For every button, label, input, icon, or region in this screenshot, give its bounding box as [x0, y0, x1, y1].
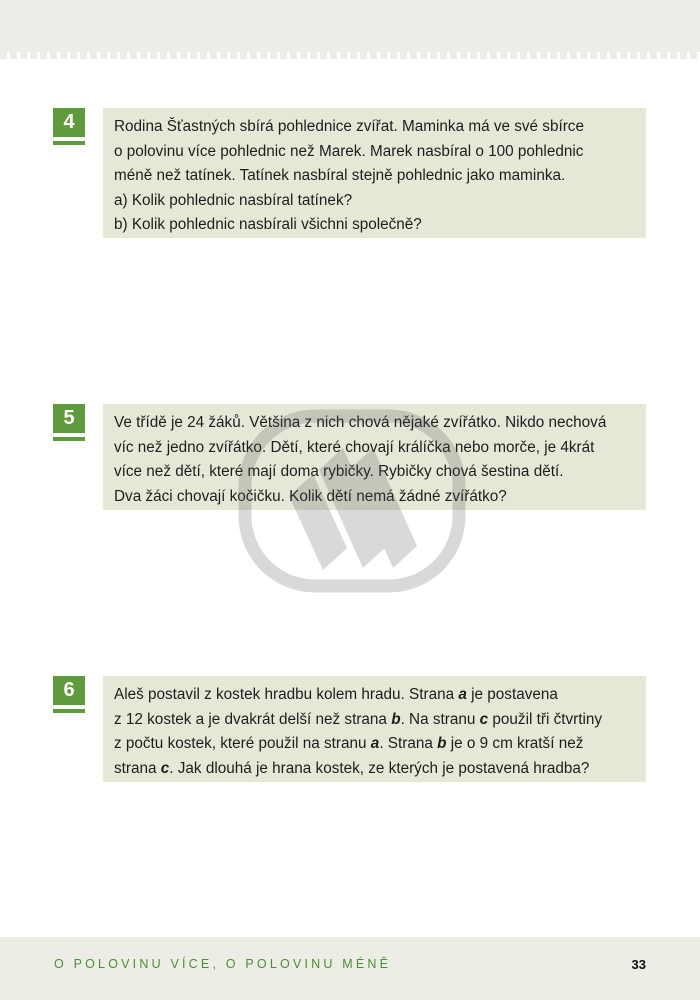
task-line: víc než jedno zvířátko. Dětí, které chovají králíčka nebo morče, je 4krát: [114, 438, 595, 456]
task-line: Rodina Šťastných sbírá pohlednice zvířat. Maminka má ve své sbírce: [114, 118, 584, 135]
page-footer: [0, 937, 700, 1000]
task-number-underline: [53, 709, 85, 713]
task-line: z počtu kostek, které použil na stranu a. Strana b je o 9 cm kratší než: [114, 735, 584, 753]
task-text-box: [103, 404, 646, 510]
task-line: Dva žáci chovají kočičku. Kolik dětí nemá žádné zvířátko?: [114, 487, 507, 505]
task-line: a) Kolik pohlednic nasbíral tatínek?: [114, 191, 353, 209]
task-number: 4: [53, 108, 85, 137]
task-line: z 12 kostek a je dvakrát delší než strana b. Na stranu c použil tři čtvrtiny: [114, 710, 603, 728]
task-text-box: [103, 676, 646, 782]
variable-label: c: [160, 759, 170, 777]
variable-label: b: [391, 710, 401, 728]
task-line: Ve třídě je 24 žáků. Většina z nich chová nějaké zvířátko. Nikdo nechová: [114, 414, 607, 431]
task-number-underline: [53, 141, 85, 145]
variable-label: a: [458, 686, 467, 703]
task-line: více než dětí, které mají doma rybičky. Rybičky chová šestina dětí.: [114, 463, 564, 481]
top-dashed-border: [0, 52, 700, 59]
task-line: méně než tatínek. Tatínek nasbíral stejně pohlednic jako maminka.: [114, 167, 566, 185]
variable-label: b: [437, 735, 447, 753]
top-band: [0, 0, 700, 58]
variable-label: c: [479, 710, 489, 728]
task-line: Aleš postavil z kostek hradbu kolem hradu. Strana a je postavena: [114, 686, 558, 703]
task-line: strana c. Jak dlouhá je hrana kostek, ze kterých je postavená hradba?: [114, 759, 590, 777]
task-number: 5: [53, 404, 85, 433]
task-text-box: [103, 108, 646, 238]
task-line: b) Kolik pohlednic nasbírali všichni společně?: [114, 216, 422, 234]
footer-chapter-title: O POLOVINU VÍCE, O POLOVINU MÉNĚ: [54, 957, 392, 971]
task-line: o polovinu více pohlednic než Marek. Marek nasbíral o 100 pohlednic: [114, 142, 584, 160]
task-number: 6: [53, 676, 85, 705]
page-number: 33: [631, 957, 646, 972]
task-number-underline: [53, 437, 85, 441]
variable-label: a: [370, 735, 380, 753]
